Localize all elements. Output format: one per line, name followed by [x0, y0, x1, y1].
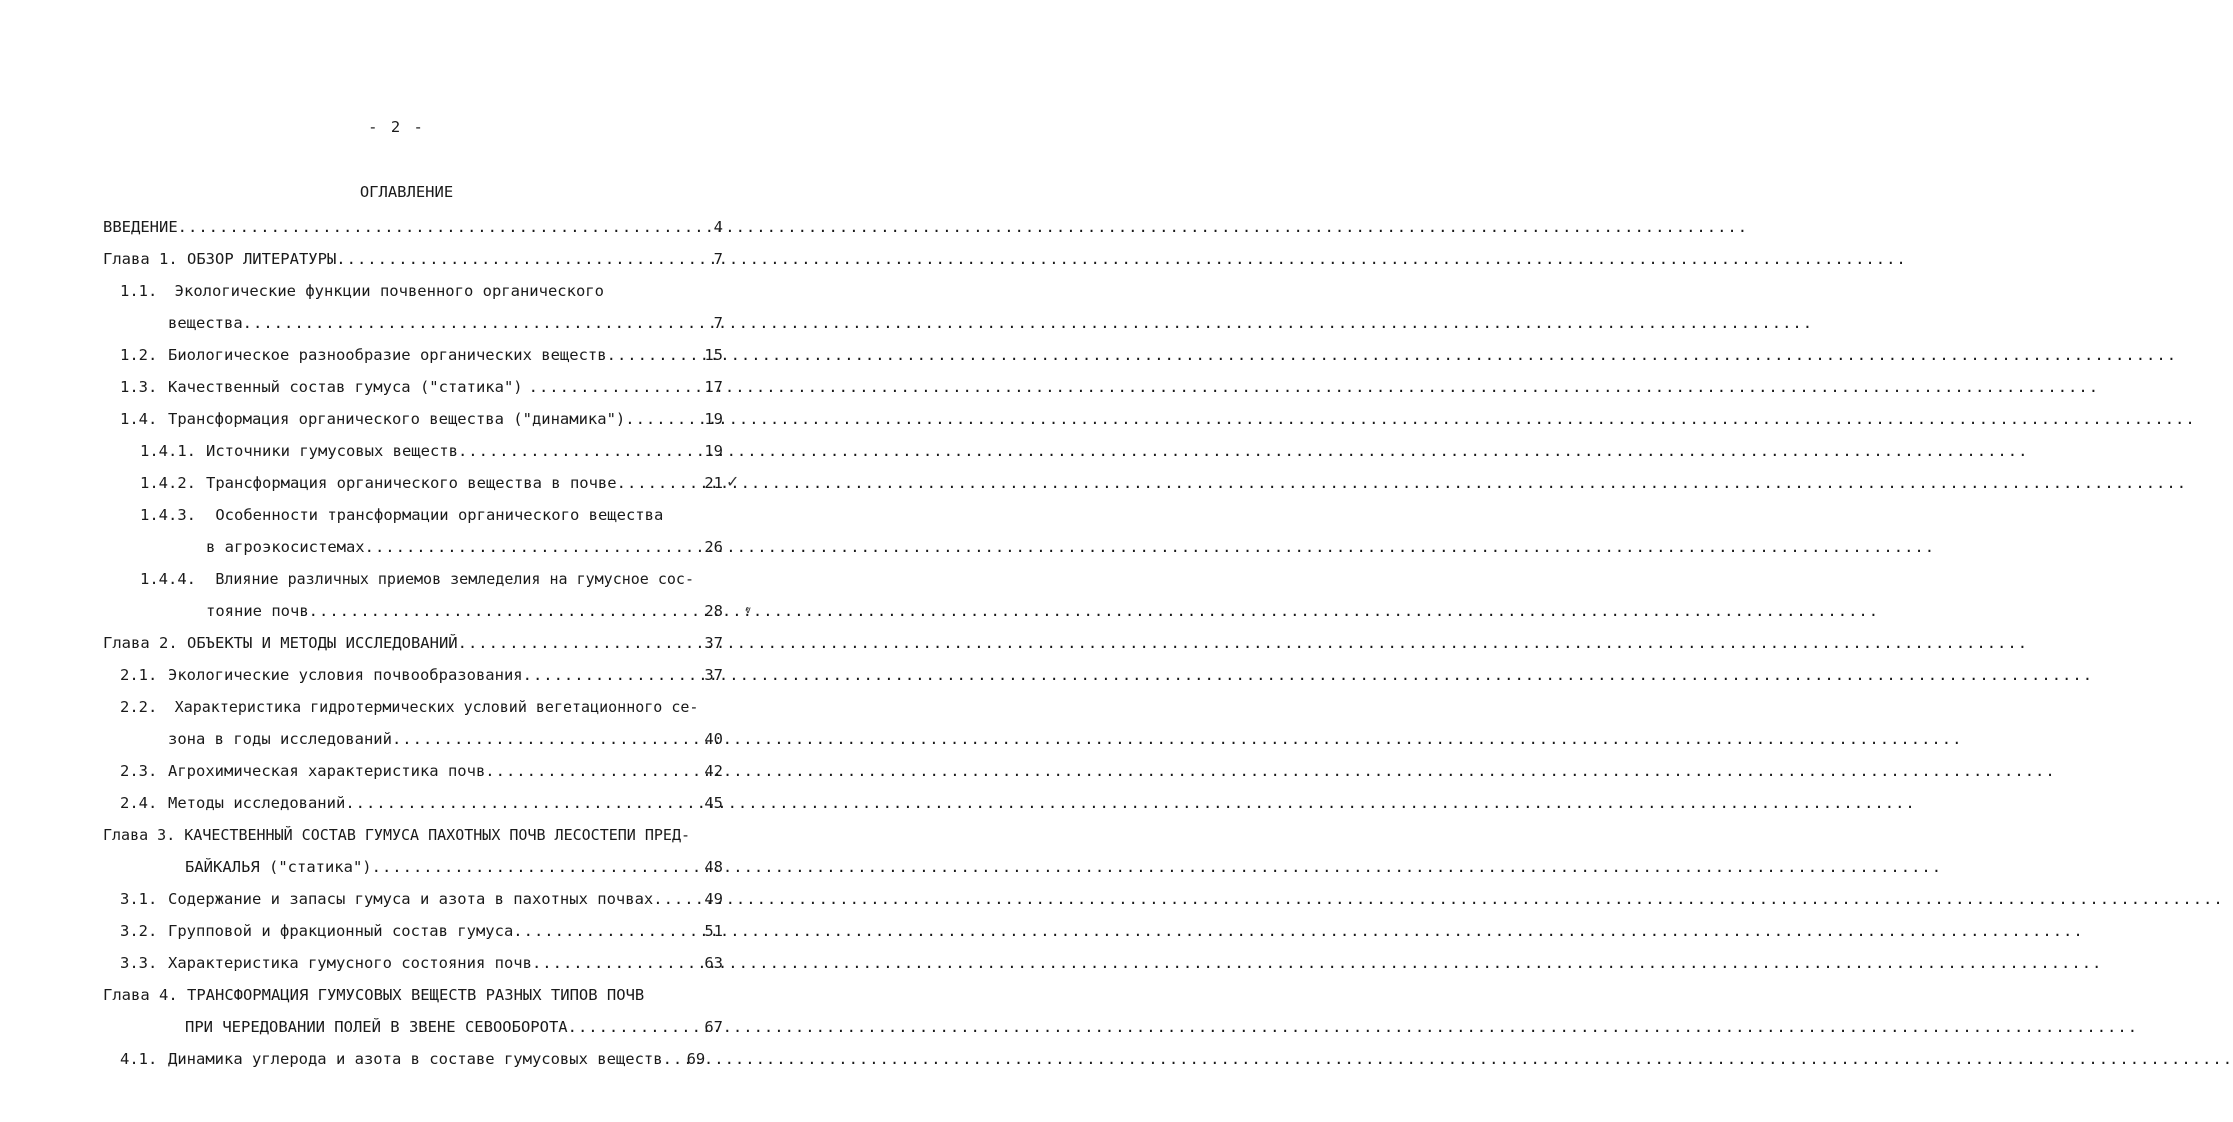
- toc-entry-chapter-2[interactable]: [103, 632, 723, 654]
- toc-entry-text: Качественный состав гумуса ("статика"): [168, 378, 523, 396]
- toc-page-number: 17: [704, 378, 723, 396]
- dot-leader: [568, 1016, 701, 1038]
- toc-page-number: 67: [704, 1018, 723, 1036]
- toc-entry-text: Содержание и запасы гумуса и азота в пахотных почвах: [168, 890, 654, 908]
- toc-entry-text: Биологическое разнообразие органических веществ: [168, 346, 607, 364]
- toc-entry-3-3[interactable]: [120, 952, 723, 974]
- toc-page-number: 45: [704, 794, 723, 812]
- table-of-contents: [0, 210, 793, 1090]
- toc-entry-number: 4.1.: [120, 1050, 158, 1068]
- toc-entry-1-1-line1[interactable]: [120, 280, 604, 302]
- toc-entry-text: Глава 3. КАЧЕСТВЕННЫЙ СОСТАВ ГУМУСА ПАХОТНЫХ ПОЧВ ЛЕСОСТЕПИ ПРЕД-: [103, 826, 690, 844]
- toc-entry-1-4-4-line2[interactable]: [206, 600, 723, 622]
- toc-entry-chapter-1[interactable]: [103, 248, 723, 270]
- toc-entry-1-4-3-line2[interactable]: [206, 536, 723, 558]
- dot-leader: [663, 1048, 683, 1070]
- toc-entry-number: 2.1.: [120, 666, 158, 684]
- toc-page-number: 51: [704, 922, 723, 940]
- toc-page-number: 15: [704, 346, 723, 364]
- handwritten-check-mark: ✓: [726, 472, 740, 491]
- toc-entry-text: вещества: [168, 314, 243, 332]
- toc-entry-number: 3.3.: [120, 954, 158, 972]
- dot-leader: [178, 216, 710, 238]
- dot-leader: [607, 344, 701, 366]
- toc-entry-text: Экологические функции почвенного органического: [174, 282, 604, 300]
- toc-entry-number: 1.4.1.: [140, 442, 196, 460]
- dot-leader: [458, 440, 700, 462]
- toc-entry-3-1[interactable]: [120, 888, 723, 910]
- toc-entry-number: 3.1.: [120, 890, 158, 908]
- dot-leader: [625, 408, 700, 430]
- toc-entry-text: тояние почв: [206, 602, 309, 620]
- toc-entry-number: 1.3.: [120, 378, 158, 396]
- toc-entry-2-3[interactable]: [120, 760, 723, 782]
- toc-entry-number: 3.2.: [120, 922, 158, 940]
- toc-entry-number: 1.4.3.: [140, 506, 196, 524]
- toc-entry-text: Трансформация органического вещества ("динамика"): [168, 410, 626, 428]
- toc-entry-1-2[interactable]: [120, 344, 723, 366]
- toc-entry-number: 1.2.: [120, 346, 158, 364]
- toc-entry-text: Динамика углерода и азота в составе гумусовых веществ: [168, 1050, 663, 1068]
- toc-entry-1-4-3-line1[interactable]: [140, 504, 663, 526]
- toc-entry-text: Групповой и фракционный состав гумуса: [168, 922, 514, 940]
- toc-entry-text: Характеристика гидротермических условий вегетационного се-: [174, 698, 699, 716]
- toc-page-number: 69: [686, 1050, 706, 1068]
- toc-entry-3-2[interactable]: [120, 920, 723, 942]
- toc-entry-number: 1.4.: [120, 410, 158, 428]
- toc-entry-1-4-2[interactable]: [140, 472, 723, 494]
- toc-entry-1-4[interactable]: [120, 408, 723, 430]
- toc-page-number: 26: [704, 538, 723, 556]
- toc-entry-chapter-3-line2[interactable]: [185, 856, 723, 878]
- handwritten-tick-mark: ⱴ: [745, 605, 751, 616]
- toc-entry-number: 2.4.: [120, 794, 158, 812]
- toc-page-number: 7: [713, 250, 723, 268]
- toc-entry-1-4-4-line1[interactable]: [140, 568, 694, 590]
- toc-page-number: 19: [704, 410, 723, 428]
- toc-entry-chapter-4-line1[interactable]: [103, 984, 644, 1006]
- toc-entry-number: 1.1.: [120, 282, 158, 300]
- page-number: - 2 -: [368, 118, 425, 136]
- dot-leader: [523, 664, 701, 686]
- toc-entry-2-2-line2[interactable]: [168, 728, 723, 750]
- toc-entry-text: Особенности трансформации органического вещества: [215, 506, 664, 524]
- toc-entry-number: 1.4.4.: [140, 570, 196, 588]
- toc-entry-text: в агроэкосистемах: [206, 538, 365, 556]
- toc-page-number: 19: [704, 442, 723, 460]
- toc-page-number: 37: [704, 666, 723, 684]
- toc-entry-2-4[interactable]: [120, 792, 723, 814]
- toc-entry-text: Глава 1. ОБЗОР ЛИТЕРАТУРЫ: [103, 250, 337, 268]
- toc-entry-text: Характеристика гумусного состояния почв: [168, 954, 532, 972]
- toc-entry-number: 2.2.: [120, 698, 158, 716]
- dot-leader: [392, 728, 700, 750]
- dot-leader: [458, 632, 701, 654]
- dot-leader: [529, 376, 701, 398]
- dot-leader: [532, 952, 700, 974]
- dot-leader: [513, 920, 700, 942]
- dot-leader: [345, 792, 700, 814]
- dot-leader: [365, 536, 701, 558]
- dot-leader: [336, 248, 709, 270]
- toc-entry-1-3[interactable]: [120, 376, 723, 398]
- dot-leader: [243, 312, 710, 334]
- toc-page-number: 21: [704, 474, 723, 492]
- toc-entry-text: Глава 2. ОБЪЕКТЫ И МЕТОДЫ ИССЛЕДОВАНИЙ: [103, 634, 458, 652]
- toc-entry-1-4-1[interactable]: [140, 440, 723, 462]
- dot-leader: [372, 856, 701, 878]
- toc-entry-text: ВВЕДЕНИЕ: [103, 218, 178, 236]
- toc-entry-number: 2.3.: [120, 762, 158, 780]
- toc-entry-4-1[interactable]: [120, 1048, 723, 1070]
- toc-page-number: 4: [713, 218, 723, 236]
- toc-entry-text: Трансформация органического вещества в почве: [206, 474, 617, 492]
- toc-entry-text: Агрохимическая характеристика почв: [168, 762, 486, 780]
- toc-entry-text: Экологические условия почвообразования: [168, 666, 523, 684]
- toc-entry-introduction[interactable]: [103, 216, 723, 238]
- toc-page-number: 40: [704, 730, 723, 748]
- toc-entry-chapter-3-line1[interactable]: [103, 824, 690, 846]
- toc-page-number: 7: [713, 314, 723, 332]
- toc-entry-1-1-line2[interactable]: [168, 312, 723, 334]
- toc-title: ОГЛАВЛЕНИЕ: [359, 183, 454, 201]
- toc-entry-text: Методы исследований: [168, 794, 346, 812]
- dot-leader: [309, 600, 701, 622]
- toc-entry-text: Глава 4. ТРАНСФОРМАЦИЯ ГУМУСОВЫХ ВЕЩЕСТВ РАЗНЫХ ТИПОВ ПОЧВ: [103, 986, 645, 1004]
- toc-entry-chapter-4-line2[interactable]: [185, 1016, 723, 1038]
- toc-entry-text: зона в годы исследований: [168, 730, 392, 748]
- dot-leader: [617, 472, 701, 494]
- dot-leader: [485, 760, 700, 782]
- toc-entry-text: БАЙКАЛЬЯ ("статика"): [185, 858, 372, 876]
- dot-leader: [653, 888, 700, 910]
- toc-entry-2-2-line1[interactable]: [120, 696, 698, 718]
- toc-page-number: 28: [704, 602, 723, 620]
- toc-page-number: 37: [704, 634, 723, 652]
- toc-entry-number: 1.4.2.: [140, 474, 196, 492]
- toc-page-number: 63: [704, 954, 723, 972]
- toc-entry-text: ПРИ ЧЕРЕДОВАНИИ ПОЛЕЙ В ЗВЕНЕ СЕВООБОРОТА: [185, 1018, 568, 1036]
- toc-page-number: 48: [704, 858, 723, 876]
- toc-entry-2-1[interactable]: [120, 664, 723, 686]
- toc-page-number: 49: [704, 890, 723, 908]
- toc-entry-text: Влияние различных приемов земледелия на гумусное сос-: [215, 570, 694, 588]
- toc-page-number: 42: [704, 762, 723, 780]
- toc-entry-text: Источники гумусовых веществ: [206, 442, 458, 460]
